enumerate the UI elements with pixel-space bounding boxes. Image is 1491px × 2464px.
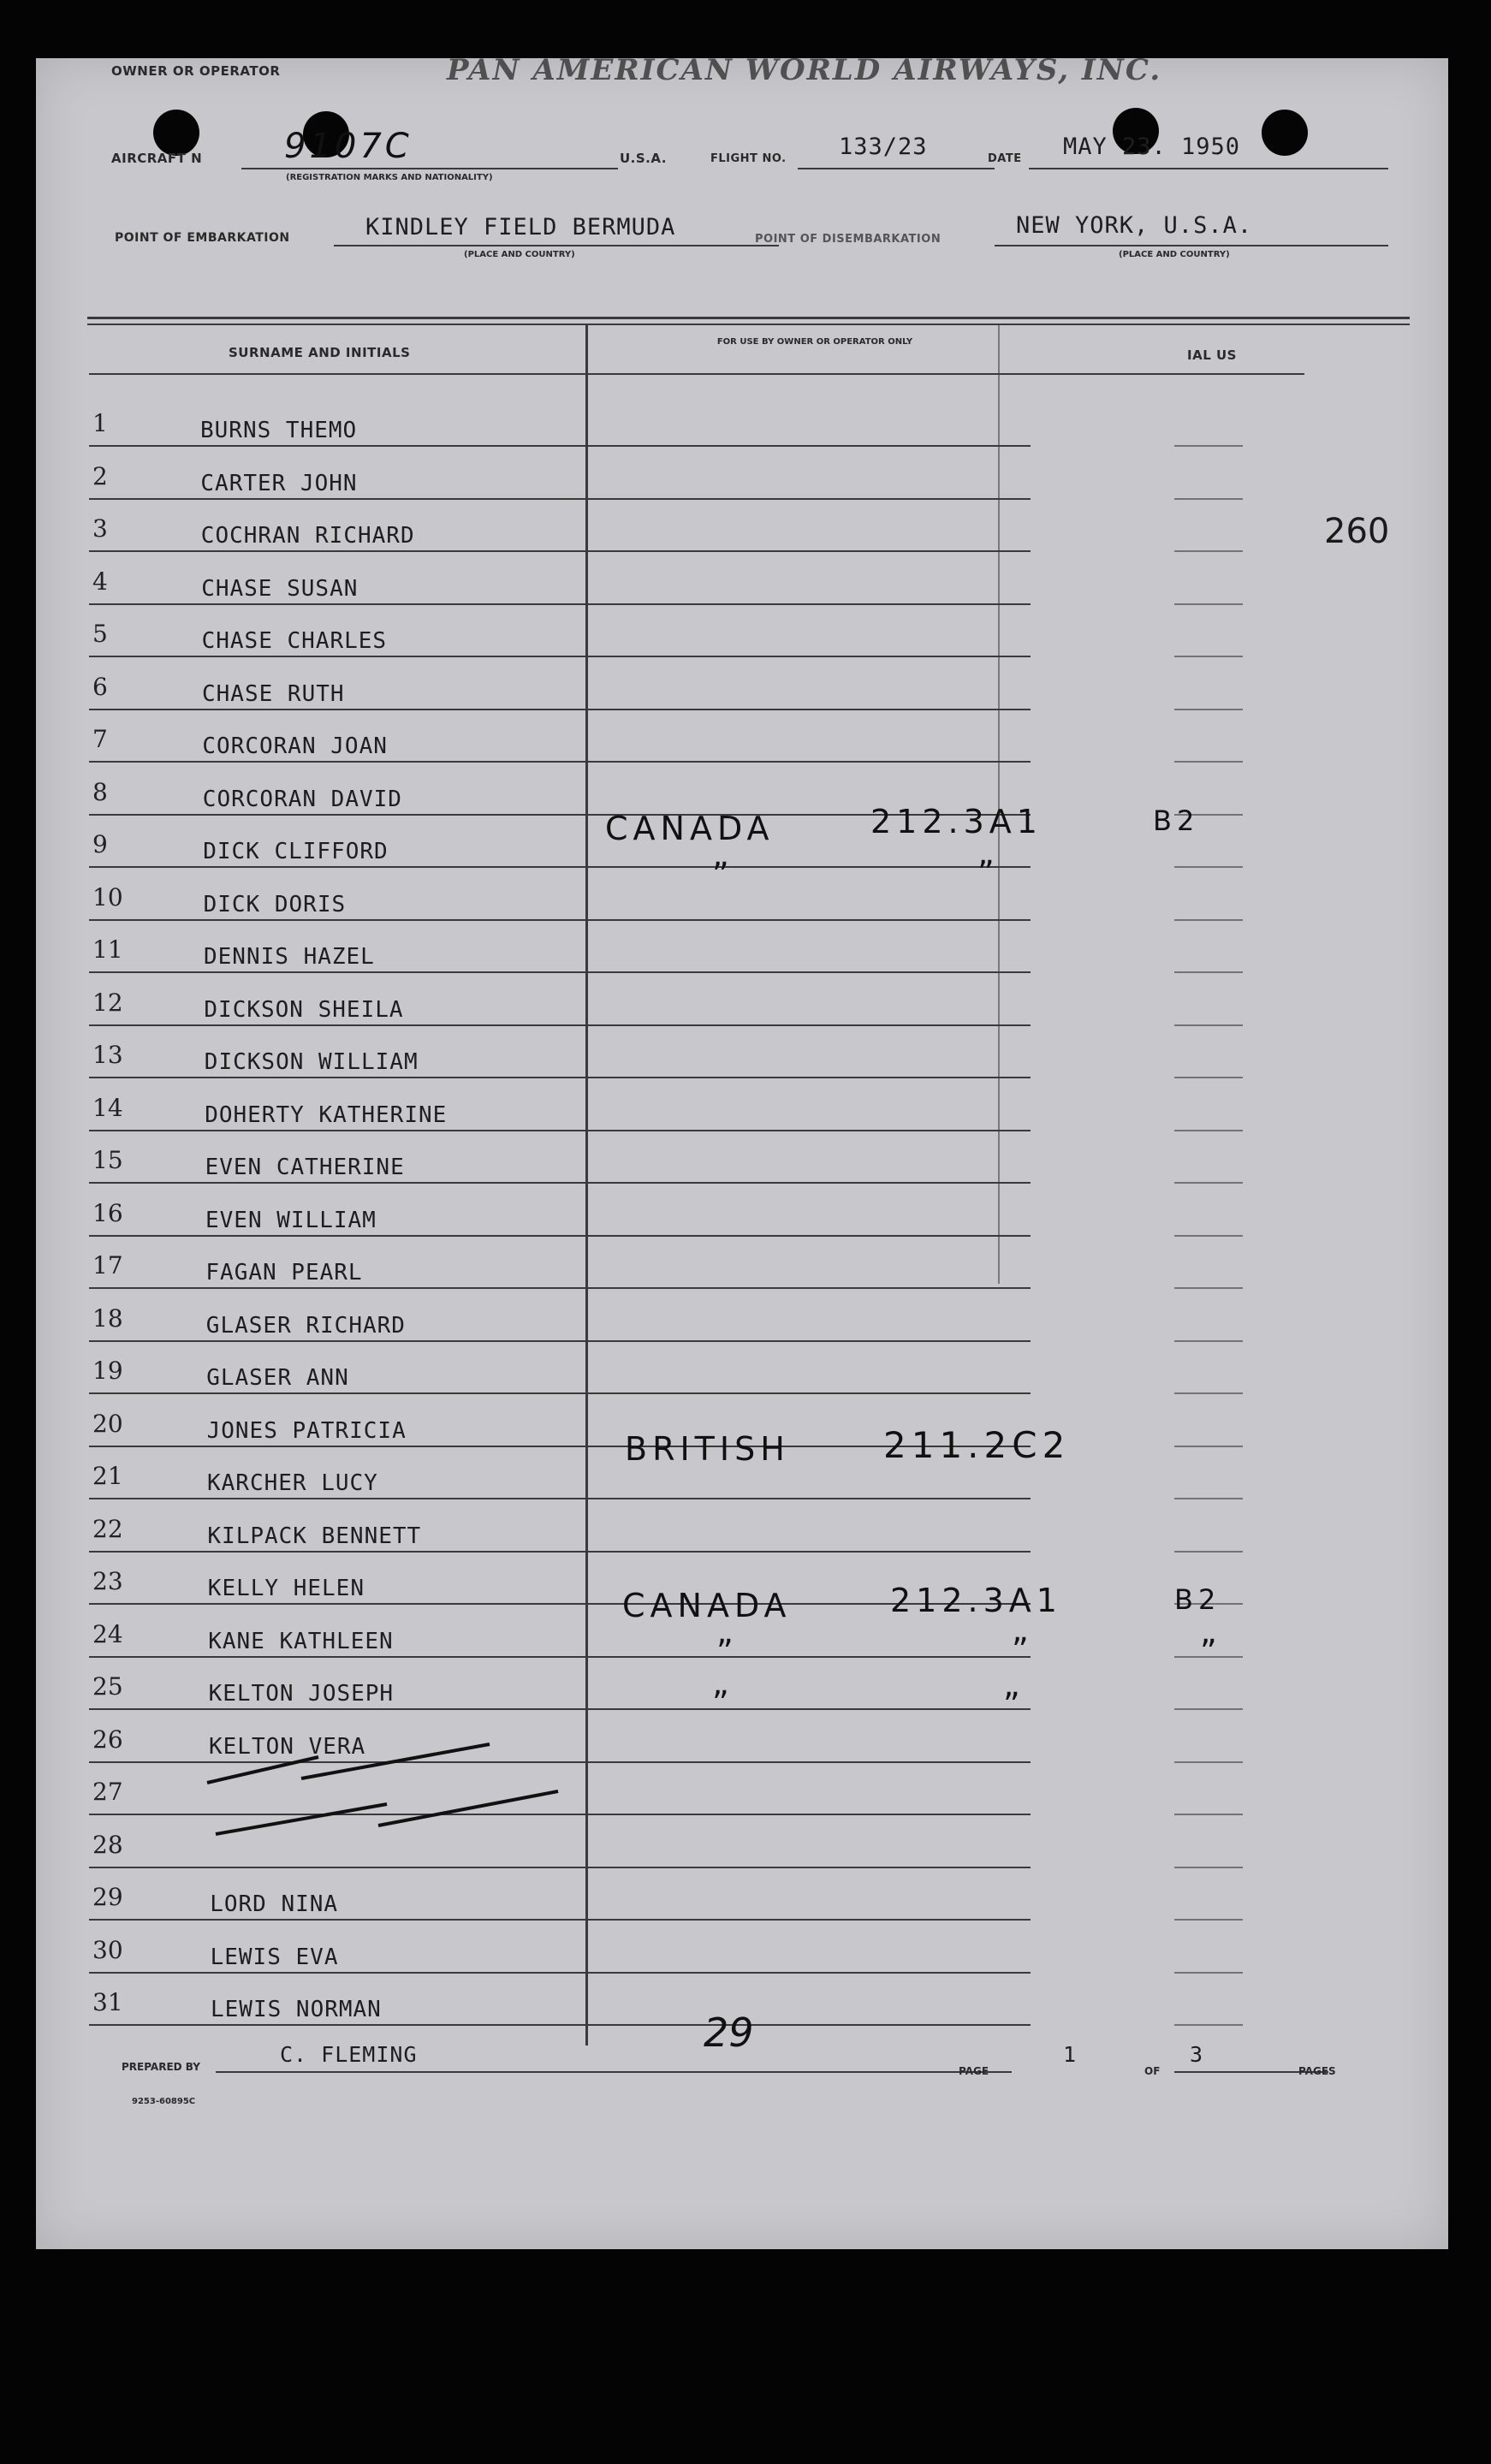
row-line — [89, 498, 1031, 500]
row-number: 7 — [92, 725, 108, 753]
row-line — [89, 1024, 1031, 1026]
passenger-name: LEWIS EVA — [210, 1944, 339, 1970]
passenger-name: KANE KATHLEEN — [208, 1628, 394, 1654]
row9-mark: B2 — [1153, 805, 1200, 837]
row9-country: CANADA — [605, 810, 775, 847]
row-line — [89, 1603, 1031, 1605]
row-number: 8 — [92, 777, 108, 806]
official-use-line — [1174, 761, 1243, 763]
passenger-name: GLASER ANN — [206, 1365, 349, 1391]
punch-hole-1 — [153, 110, 199, 156]
row-line — [89, 1077, 1031, 1078]
passenger-name: GLASER RICHARD — [205, 1312, 406, 1339]
side-page-number: 260 — [1324, 512, 1390, 551]
flight-value: 133/23 — [839, 134, 928, 160]
official-use-line — [1174, 498, 1243, 500]
airline-name: PAN AMERICAN WORLD AIRWAYS, INC. — [447, 53, 1162, 87]
row-line — [89, 1551, 1031, 1553]
row-line — [89, 919, 1031, 921]
disembarkation-label: POINT OF DISEMBARKATION — [755, 233, 942, 246]
row-line — [89, 1182, 1031, 1184]
row-number: 3 — [92, 514, 108, 543]
official-use-line — [1174, 550, 1243, 552]
row-number: 30 — [92, 1935, 123, 1964]
row-number: 31 — [92, 1988, 123, 2016]
passenger-name: LEWIS NORMAN — [211, 1997, 382, 2022]
row-line — [89, 1498, 1031, 1499]
embarkation-value: KINDLEY FIELD BERMUDA — [365, 214, 676, 240]
row-line — [89, 1235, 1031, 1237]
row-number: 23 — [92, 1567, 123, 1595]
passenger-name: KELTON JOSEPH — [208, 1681, 395, 1707]
row-line — [89, 2024, 1031, 2026]
row-line — [89, 1867, 1031, 1868]
official-use-line — [1174, 1708, 1243, 1710]
row-number: 25 — [92, 1672, 123, 1701]
row21-country: BRITISH — [625, 1430, 790, 1468]
row-number: 15 — [92, 1146, 123, 1174]
row-line — [89, 761, 1031, 763]
prepared-by-label: PREPARED BY — [122, 2061, 200, 2073]
official-use-line — [1174, 971, 1243, 973]
passenger-name: DICK DORIS — [203, 891, 347, 917]
passenger-name: EVEN CATHERINE — [205, 1155, 405, 1180]
aircraft-line — [241, 168, 618, 169]
official-use-line — [1174, 1182, 1243, 1184]
official-use-line — [1174, 1972, 1243, 1974]
row10-ditto-1: ” — [712, 856, 734, 894]
prepared-by-line — [216, 2071, 1012, 2073]
passenger-name: KILPACK BENNETT — [207, 1523, 422, 1549]
row24-code: 212.3A1 — [890, 1582, 1062, 1619]
row-line — [89, 971, 1031, 973]
registration-caption: (REGISTRATION MARKS AND NATIONALITY) — [286, 173, 493, 182]
date-label: DATE — [988, 152, 1022, 165]
passenger-name: CHASE RUTH — [202, 680, 345, 707]
row-number: 29 — [92, 1883, 123, 1911]
official-use-line — [1174, 656, 1243, 657]
row-line — [89, 1392, 1031, 1394]
passenger-name: CARTER JOHN — [200, 470, 358, 496]
official-use-line — [1174, 919, 1243, 921]
passenger-name: KELLY HELEN — [207, 1576, 365, 1601]
table-header-line — [89, 373, 1304, 375]
passenger-name: LORD NINA — [210, 1891, 339, 1917]
disembarkation-line — [995, 245, 1388, 246]
page-value: 1 — [1063, 2042, 1078, 2067]
passenger-name: CHASE SUSAN — [201, 575, 359, 602]
row-number: 18 — [92, 1303, 123, 1333]
row-number: 10 — [92, 882, 123, 911]
passenger-name: DICKSON WILLIAM — [204, 1049, 419, 1075]
official-use-line — [1174, 1024, 1243, 1026]
punch-hole-4 — [1262, 110, 1308, 156]
of-value: 3 — [1190, 2042, 1204, 2067]
row-number: 26 — [92, 1725, 123, 1754]
passenger-name: COCHRAN RICHARD — [200, 523, 415, 549]
owner-label: OWNER OR OPERATOR — [111, 63, 281, 79]
row26-ditto-2: ” — [1003, 1686, 1025, 1724]
row-number: 28 — [92, 1830, 123, 1859]
manifest-sheet — [36, 53, 1448, 2249]
official-use-line — [1174, 1919, 1243, 1921]
prepared-by-value: C. FLEMING — [280, 2042, 418, 2067]
official-use-line — [1174, 1235, 1243, 1237]
official-use-line — [1174, 1498, 1243, 1499]
passenger-name: CORCORAN JOAN — [202, 733, 388, 759]
passenger-name: KARCHER LUCY — [207, 1470, 378, 1496]
usa-label: U.S.A. — [620, 151, 667, 166]
row-number: 9 — [92, 830, 108, 858]
passenger-name: JONES PATRICIA — [206, 1417, 407, 1444]
page-label: PAGE — [959, 2065, 989, 2077]
row-line — [89, 1919, 1031, 1921]
row21-code: 211.2C2 — [883, 1424, 1071, 1466]
row-number: 6 — [92, 672, 108, 701]
passenger-name: DICKSON SHEILA — [204, 996, 404, 1023]
official-use-line — [1174, 1287, 1243, 1289]
passenger-name: DICK CLIFFORD — [203, 839, 389, 864]
row-number: 14 — [92, 1093, 123, 1122]
row-line — [89, 709, 1031, 710]
official-use-line — [1174, 1446, 1243, 1447]
row-number: 13 — [92, 1041, 123, 1069]
aircraft-label: AIRCRAFT N — [111, 151, 203, 166]
aircraft-value: 9107C — [284, 127, 413, 166]
row-number: 11 — [92, 935, 123, 964]
row25-ditto-3: ” — [1200, 1633, 1222, 1671]
official-use-line — [1174, 1392, 1243, 1394]
row-number: 20 — [92, 1409, 123, 1438]
row-line — [89, 1340, 1031, 1342]
row-number: 21 — [92, 1462, 123, 1490]
date-value: MAY 23. 1950 — [1063, 134, 1241, 160]
disembarkation-value: NEW YORK, U.S.A. — [1016, 212, 1253, 239]
row-number: 27 — [92, 1778, 123, 1806]
passenger-name: CHASE CHARLES — [201, 628, 388, 654]
passenger-name: DOHERTY KATHERINE — [205, 1101, 448, 1128]
official-use-line — [1174, 1077, 1243, 1078]
row-line — [89, 1972, 1031, 1974]
official-use-line — [1174, 866, 1243, 868]
official-use-line — [1174, 1551, 1243, 1553]
row-number: 24 — [92, 1619, 123, 1648]
row24-country: CANADA — [622, 1587, 792, 1624]
row-number: 12 — [92, 988, 123, 1017]
passenger-name: BURNS THEMO — [200, 418, 358, 443]
row-number: 19 — [92, 1357, 123, 1385]
passenger-name: KELTON VERA — [209, 1733, 366, 1760]
row-line — [89, 603, 1031, 605]
embarkation-label: POINT OF EMBARKATION — [115, 231, 290, 245]
official-use-line — [1174, 709, 1243, 710]
row-line — [89, 1287, 1031, 1289]
row-number: 5 — [92, 620, 108, 648]
row-line — [89, 1130, 1031, 1131]
passenger-count: 29 — [704, 2010, 754, 2056]
column-header-owner-use: FOR USE BY OWNER OR OPERATOR ONLY — [716, 337, 913, 347]
row26-ditto-1: ” — [712, 1684, 734, 1722]
official-use-line — [1174, 445, 1243, 447]
row9-code: 212.3A1 — [870, 803, 1043, 840]
embarkation-caption: (PLACE AND COUNTRY) — [464, 250, 575, 259]
table-top-line-2 — [87, 324, 1410, 325]
row25-ditto-2: ” — [1012, 1631, 1034, 1669]
row-number: 1 — [92, 409, 108, 437]
official-use-line — [1174, 1340, 1243, 1342]
form-number: 9253-60895C — [132, 2097, 196, 2106]
passenger-name: DENNIS HAZEL — [204, 944, 375, 970]
official-use-line — [1174, 1814, 1243, 1815]
row-number: 4 — [92, 567, 108, 596]
passenger-name: FAGAN PEARL — [205, 1260, 363, 1285]
row-number: 2 — [92, 461, 108, 490]
passenger-name: CORCORAN DAVID — [202, 786, 402, 812]
column-header-surname: SURNAME AND INITIALS — [229, 345, 411, 360]
row-line — [89, 550, 1031, 552]
official-use-line — [1174, 2024, 1243, 2026]
row-line — [89, 1708, 1031, 1710]
pages-label: PAGES — [1298, 2065, 1336, 2077]
flight-line — [798, 168, 995, 169]
date-line — [1029, 168, 1388, 169]
flight-label: FLIGHT NO. — [710, 152, 787, 165]
row24-mark: B2 — [1174, 1583, 1221, 1616]
row-number: 17 — [92, 1251, 123, 1279]
row-line — [89, 1656, 1031, 1658]
strike-marks — [199, 1733, 592, 1838]
row-line — [89, 656, 1031, 657]
embarkation-line — [334, 245, 779, 246]
official-use-line — [1174, 1130, 1243, 1131]
of-label: OF — [1144, 2065, 1161, 2077]
row-number: 16 — [92, 1198, 123, 1227]
row-line — [89, 445, 1031, 447]
official-use-line — [1174, 603, 1243, 605]
row-number: 22 — [92, 1514, 123, 1543]
row10-ditto-2: ” — [977, 854, 1000, 892]
column-header-official-use: IAL US — [1187, 347, 1237, 363]
disembarkation-caption: (PLACE AND COUNTRY) — [1119, 250, 1230, 259]
row25-ditto-1: ” — [716, 1633, 739, 1671]
official-use-line — [1174, 1761, 1243, 1763]
passenger-name: EVEN WILLIAM — [205, 1207, 377, 1233]
table-top-line-1 — [87, 317, 1410, 319]
row-line — [89, 866, 1031, 868]
official-use-line — [1174, 1867, 1243, 1868]
